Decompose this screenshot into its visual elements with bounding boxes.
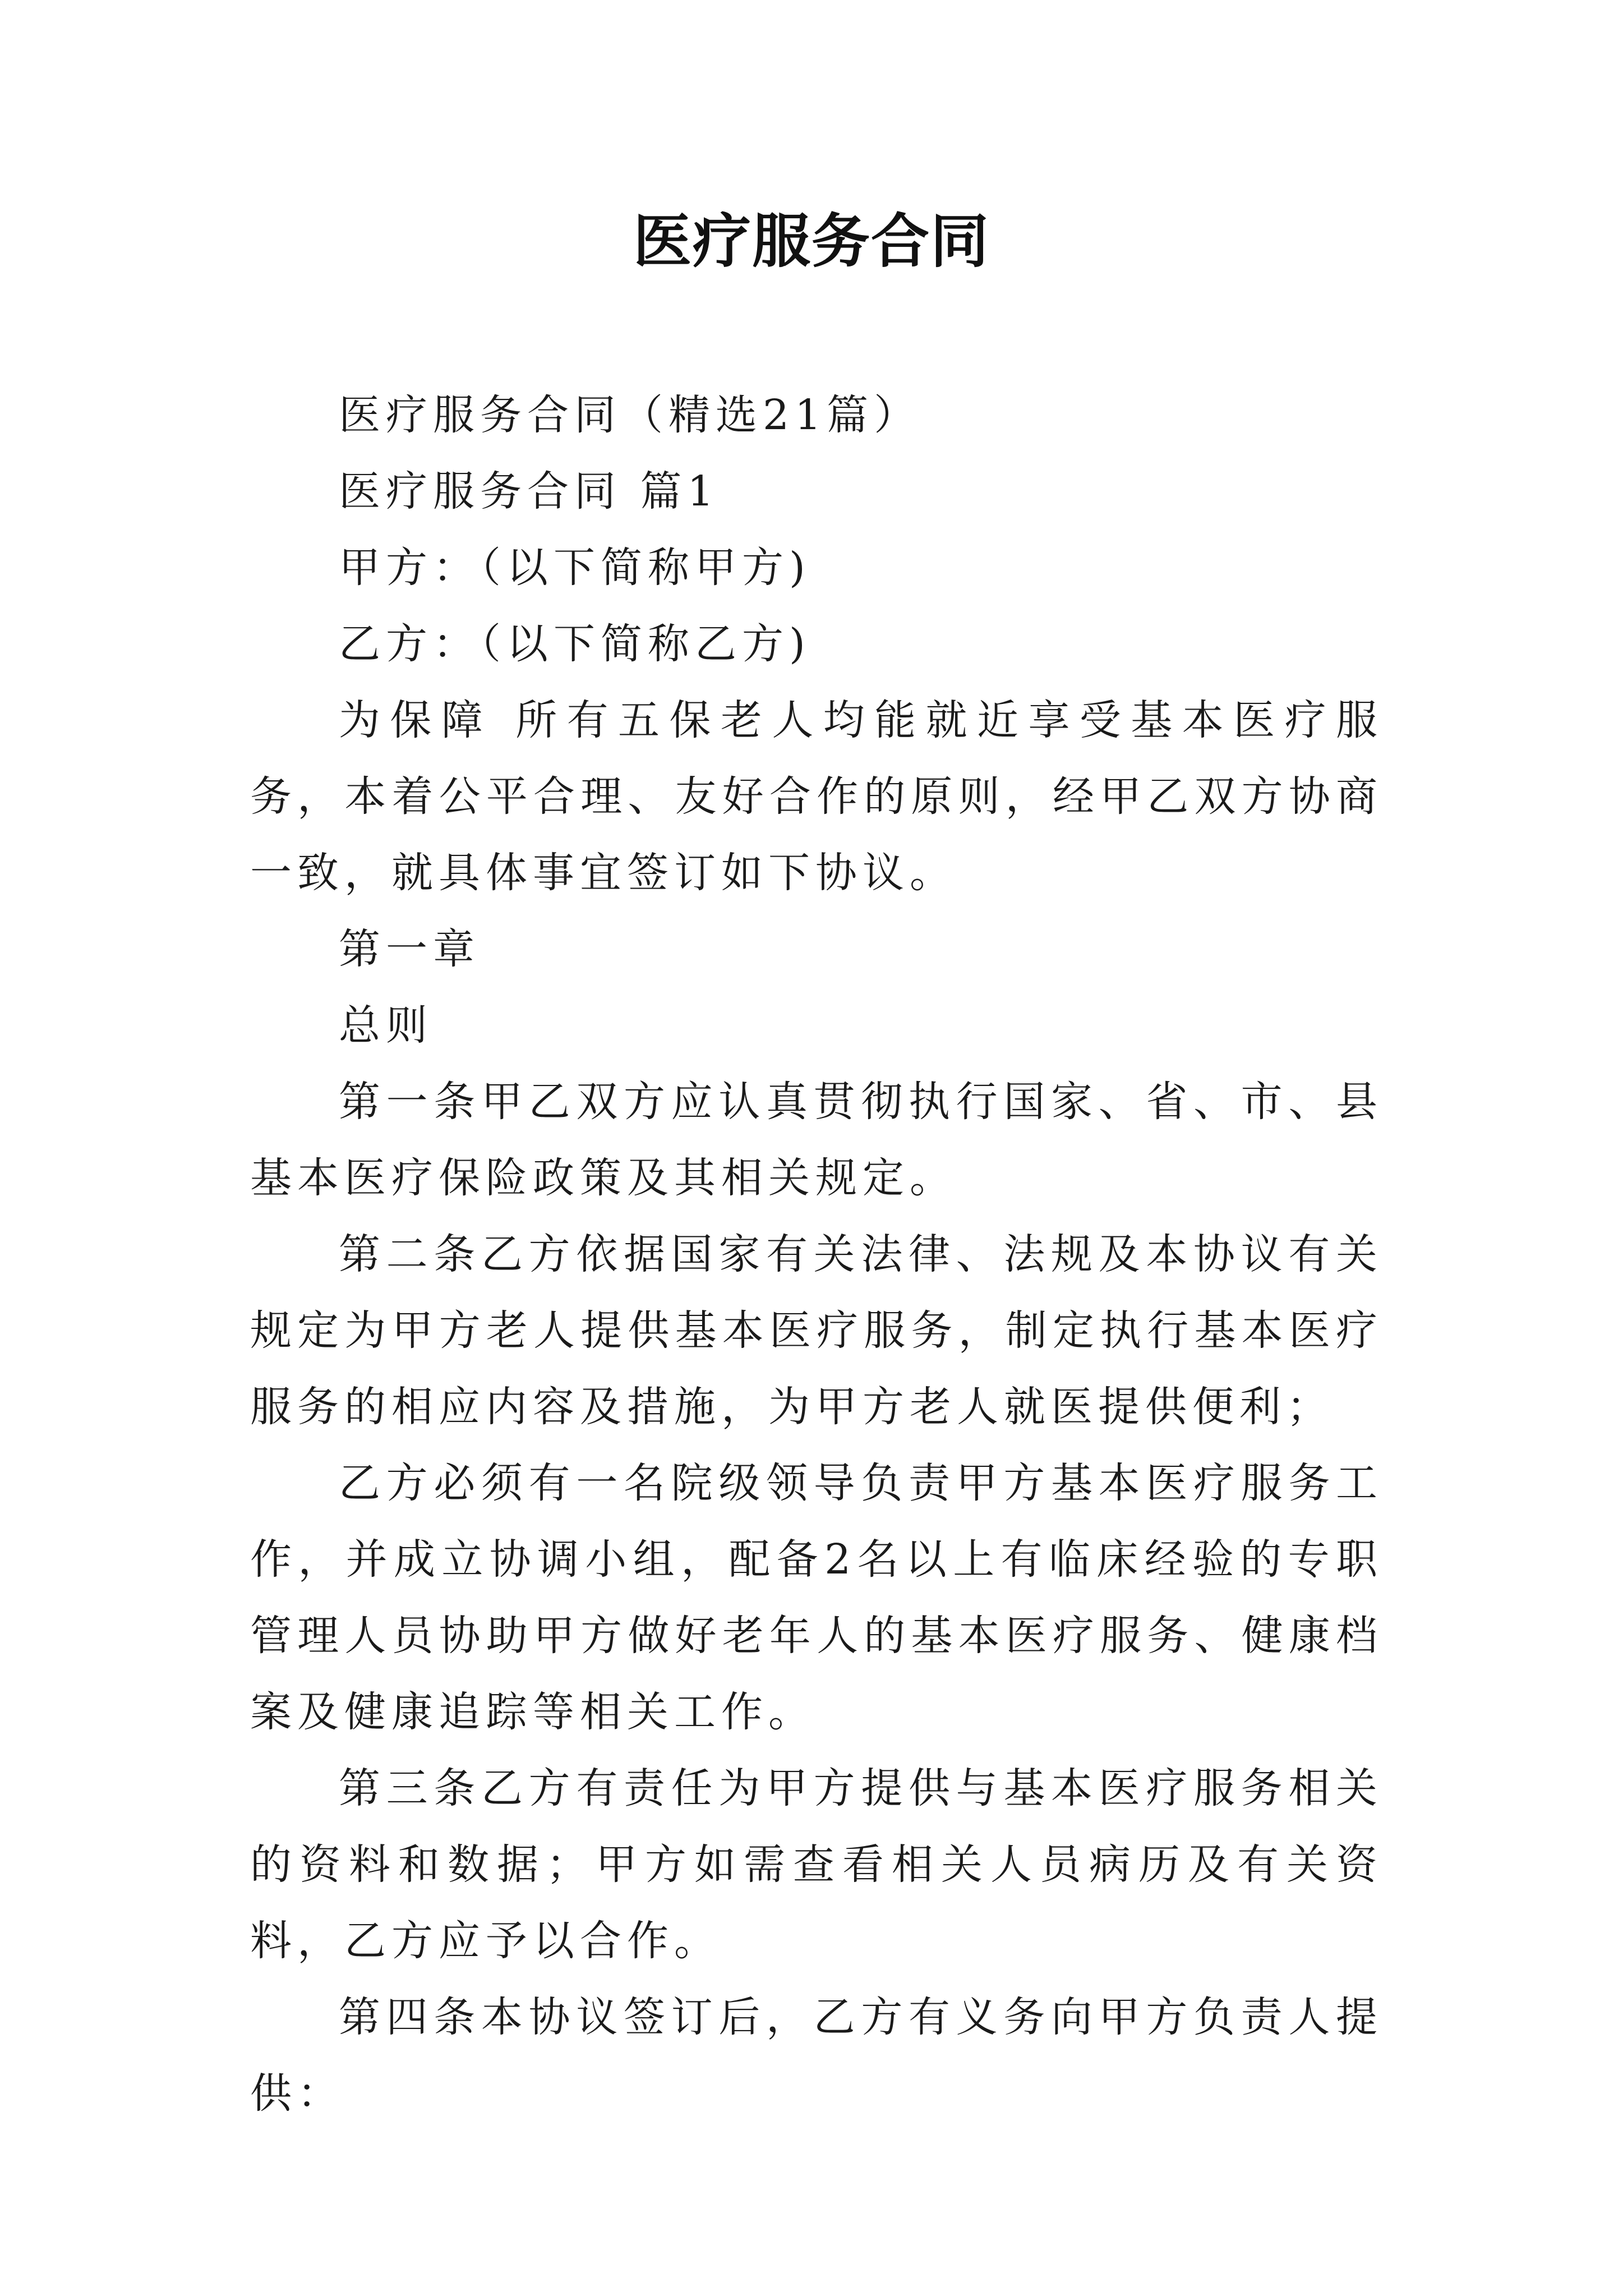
paragraph-party-a: 甲方：（以下简称甲方) bbox=[339, 544, 811, 592]
document-body bbox=[250, 377, 1383, 2132]
paragraph-article-2-detail: 乙方必须有一名院级领导负责甲方基本医疗服务工作，并成立协调小组，配备2名以上有临床经验的专职管理人员协助甲方做好老年人的基本医疗服务、健康档案及健康追踪等相关工作。 bbox=[250, 1459, 1383, 1736]
paragraph-selection-heading: 医疗服务合同（精选21篇） bbox=[339, 391, 921, 439]
paragraph-article-3: 第三条乙方有责任为甲方提供与基本医疗服务相关的资料和数据；甲方如需查看相关人员病历及有关资料，乙方应予以合作。 bbox=[250, 1764, 1383, 1965]
paragraph-article-2: 第二条乙方依据国家有关法律、法规及本协议有关规定为甲方老人提供基本医疗服务，制定执行基本医疗服务的相应内容及措施，为甲方老人就医提供便利； bbox=[250, 1230, 1383, 1431]
paragraph-contract-number: 医疗服务合同 篇1 bbox=[339, 467, 720, 516]
paragraph-preamble: 为保障 所有五保老人均能就近享受基本医疗服务，本着公平合理、友好合作的原则，经甲乙双方协商一致，就具体事宜签订如下协议。 bbox=[250, 696, 1383, 897]
paragraph-article-1: 第一条甲乙双方应认真贯彻执行国家、省、市、县基本医疗保险政策及其相关规定。 bbox=[250, 1078, 1383, 1202]
paragraph-article-4: 第四条本协议签订后，乙方有义务向甲方负责人提供： bbox=[250, 1993, 1383, 2118]
document-title: 医疗服务合同 bbox=[633, 206, 990, 275]
paragraph-chapter-heading: 第一章 bbox=[339, 925, 480, 973]
paragraph-general-provisions: 总则 bbox=[339, 1001, 433, 1050]
paragraph-party-b: 乙方：（以下简称乙方) bbox=[339, 620, 811, 668]
